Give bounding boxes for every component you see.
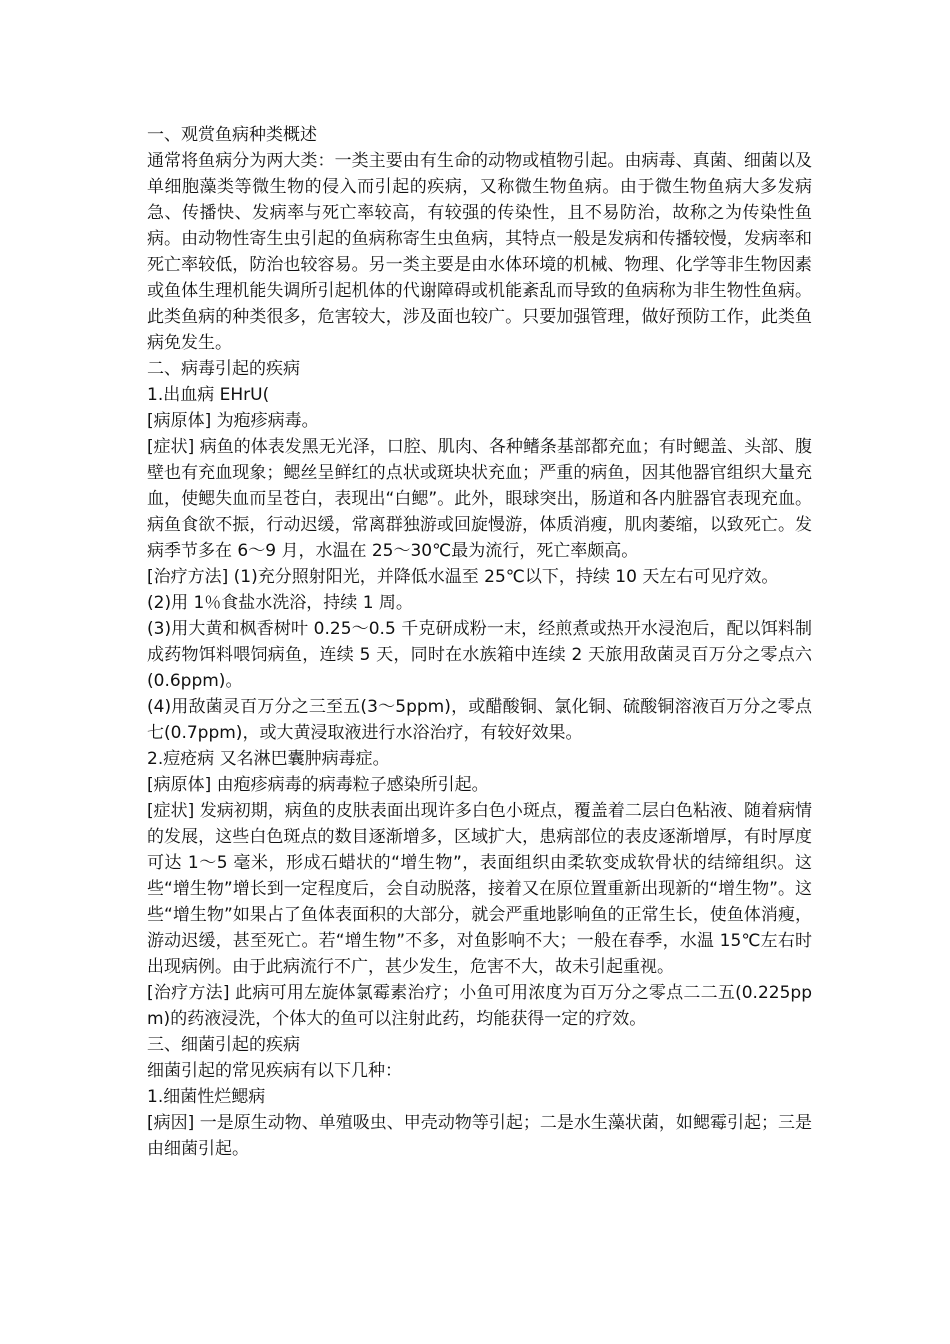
treatment-hemorrhagic-3: (3)用大黄和枫香树叶 0.25～0.5 千克研成粉一末，经煎煮或热开水浸泡后，配以饵料制成药物饵料喂饲病鱼，连续 5 天，同时在水族箱中连续 2 天旅用敌菌灵百万分之零点六(0.6ppm)。 (147, 619, 812, 691)
document-body (147, 122, 812, 1162)
cause-gill-rot: [病因] 一是原生动物、单殖吸虫、甲壳动物等引起；二是水生藻状菌，如鳃霉引起；三是由细菌引起。 (147, 1113, 812, 1159)
pathogen-hemorrhagic: [病原体] 为疱疹病毒。 (147, 411, 319, 431)
bacterial-intro: 细菌引起的常见疾病有以下几种： (147, 1061, 402, 1081)
section-heading-overview: 一、观赏鱼病种类概述 (147, 125, 317, 145)
section-heading-viral-diseases: 二、病毒引起的疾病 (147, 359, 300, 379)
treatment-hemorrhagic-4: (4)用敌菌灵百万分之三至五(3～5ppm)，或醋酸铜、氯化铜、硫酸铜溶液百万分之零点七(0.7ppm)，或大黄浸取液进行水浴治疗，有较好效果。 (147, 697, 812, 743)
treatment-hemorrhagic-2: (2)用 1％食盐水洗浴，持续 1 周。 (147, 593, 413, 613)
symptoms-hemorrhagic: [症状] 病鱼的体表发黑无光泽，口腔、肌肉、各种鳍条基部都充血；有时鳃盖、头部、腹壁也有充血现象；鳃丝呈鲜红的点状或斑块状充血；严重的病鱼，因其他器官组织大量充血，使鳃失血而呈苍白，表现出“白鳃”。此外，眼球突出，肠道和各内脏器官表现充血。病鱼食欲不振，行动迟缓，常离群独游或回旋慢游，体质消瘦，肌肉萎缩，以致死亡。发病季节多在 6～9 月，水温在 25～30℃最为流行，死亡率颇高。 (147, 437, 812, 561)
section-heading-bacterial-diseases: 三、细菌引起的疾病 (147, 1035, 300, 1055)
symptoms-pox: [症状] 发病初期，病鱼的皮肤表面出现许多白色小斑点，覆盖着二层白色粘液、随着病情的发展，这些白色斑点的数目逐渐增多，区域扩大，患病部位的表皮逐渐增厚，有时厚度可达 1～5 毫米，形成石蜡状的“增生物”，表面组织由柔软变成软骨状的结缔组织。这些“增生物”增长到一定程度后，会自动脱落，接着又在原位置重新出现新的“增生物”。这些“增生物”如果占了鱼体表面积的大部分，就会严重地影响鱼的正常生长，使鱼体消瘦，游动迟缓，甚至死亡。若“增生物”不多，对鱼影响不大；一般在春季，水温 15℃左右时出现病例。由于此病流行不广，甚少发生，危害不大，故未引起重视。 (147, 801, 812, 977)
pathogen-pox: [病原体] 由疱疹病毒的病毒粒子感染所引起。 (147, 775, 489, 795)
paragraph-disease-classification: 通常将鱼病分为两大类：一类主要由有生命的动物或植物引起。由病毒、真菌、细菌以及单细胞藻类等微生物的侵入而引起的疾病，又称微生物鱼病。由于微生物鱼病大多发病急、传播快、发病率与死亡率较高，有较强的传染性，且不易防治，故称之为传染性鱼病。由动物性寄生虫引起的鱼病称寄生虫鱼病，其特点一般是发病和传播较慢，发病率和死亡率较低，防治也较容易。另一类主要是由水体环境的机械、物理、化学等非生物因素或鱼体生理机能失调所引起机体的代谢障碍或机能紊乱而导致的鱼病称为非生物性鱼病。此类鱼病的种类很多，危害较大，涉及面也较广。只要加强管理，做好预防工作，此类鱼病免发生。 (147, 151, 812, 353)
treatment-hemorrhagic-1: [治疗方法] (1)充分照射阳光，并降低水温至 25℃以下，持续 10 天左右可见疗效。 (147, 567, 779, 587)
subheading-pox-disease: 2.痘疮病 又名淋巴囊肿病毒症。 (147, 749, 390, 769)
subheading-hemorrhagic-disease: 1.出血病 EHrU( (147, 385, 270, 405)
treatment-pox: [治疗方法] 此病可用左旋体氯霉素治疗；小鱼可用浓度为百万分之零点二二五(0.225ppm)的药液浸洗，个体大的鱼可以注射此药，均能获得一定的疗效。 (147, 983, 812, 1029)
subheading-gill-rot: 1.细菌性烂鳃病 (147, 1087, 266, 1107)
